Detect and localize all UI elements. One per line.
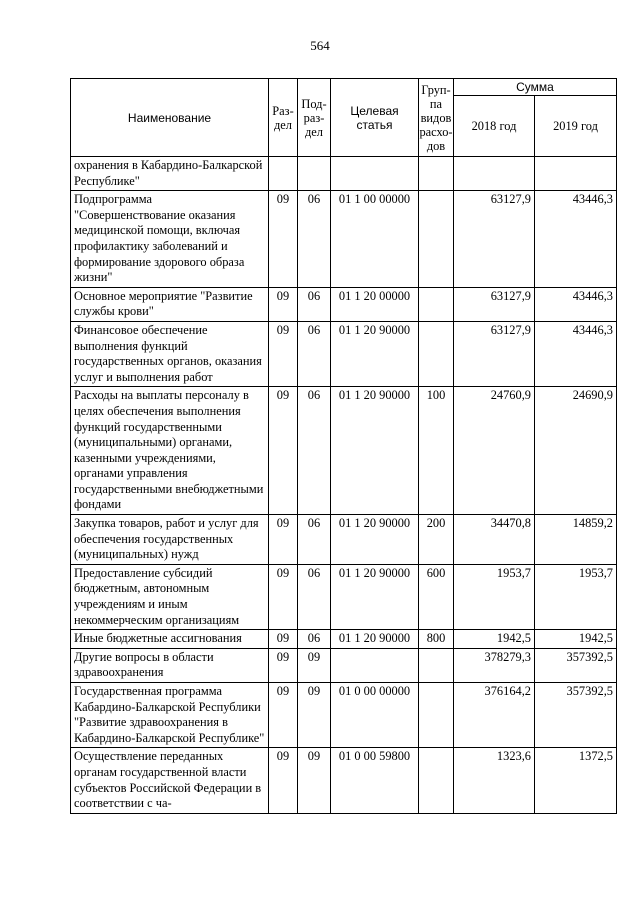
- header-subsection: Под- раз- дел: [298, 79, 331, 157]
- header-year-2018: 2018 год: [454, 96, 535, 157]
- row-amount-2019: [535, 157, 617, 191]
- table-row: [71, 648, 617, 682]
- row-amount-2018: 63127,9: [454, 321, 535, 386]
- row-subsection: 06: [298, 387, 331, 515]
- row-group: 100: [419, 387, 454, 515]
- row-target: 01 1 20 90000: [331, 564, 419, 629]
- row-amount-2019: 24690,9: [535, 387, 617, 515]
- row-amount-2018: 24760,9: [454, 387, 535, 515]
- row-name: Основное мероприятие "Развитие службы крови": [71, 287, 269, 321]
- row-name: охранения в Кабардино-Балкарской Республике": [71, 157, 269, 191]
- table-row: [71, 157, 617, 191]
- row-name: Расходы на выплаты персоналу в целях обеспечения выполнения функций государственными (муниципальными) органами, казенными учреждениями, органами управления государственными внебюджетными фондами: [71, 387, 269, 515]
- row-group: 600: [419, 564, 454, 629]
- row-subsection: 09: [298, 683, 331, 748]
- row-amount-2018: 34470,8: [454, 515, 535, 565]
- row-subsection: 09: [298, 748, 331, 813]
- row-amount-2018: 1323,6: [454, 748, 535, 813]
- row-amount-2018: 1953,7: [454, 564, 535, 629]
- row-name: Подпрограмма "Совершенствование оказания медицинской помощи, включая профилактику заболеваний и формирование здорового образа жизни": [71, 191, 269, 288]
- row-section: 09: [269, 683, 298, 748]
- row-name: Иные бюджетные ассигнования: [71, 630, 269, 649]
- row-name: Финансовое обеспечение выполнения функций государственных органов, оказания услуг и выполнения работ: [71, 321, 269, 386]
- header-target: Целевая статья: [331, 79, 419, 157]
- row-target: 01 0 00 00000: [331, 683, 419, 748]
- header-year-2019: 2019 год: [535, 96, 617, 157]
- row-target: 01 1 20 90000: [331, 321, 419, 386]
- row-section: 09: [269, 191, 298, 288]
- row-amount-2018: 63127,9: [454, 191, 535, 288]
- row-section: 09: [269, 287, 298, 321]
- budget-table: [70, 78, 617, 814]
- row-amount-2019: 1942,5: [535, 630, 617, 649]
- table-row: [71, 321, 617, 386]
- table-row: [71, 387, 617, 515]
- table-row: [71, 191, 617, 288]
- table-row: [71, 748, 617, 813]
- row-target: [331, 648, 419, 682]
- row-group: [419, 748, 454, 813]
- row-subsection: 06: [298, 515, 331, 565]
- row-section: 09: [269, 321, 298, 386]
- row-name: Предоставление субсидий бюджетным, автономным учреждениям и иным некоммерческим организациям: [71, 564, 269, 629]
- row-amount-2019: 43446,3: [535, 287, 617, 321]
- row-amount-2019: 43446,3: [535, 321, 617, 386]
- row-amount-2018: 376164,2: [454, 683, 535, 748]
- row-section: 09: [269, 515, 298, 565]
- row-amount-2018: [454, 157, 535, 191]
- row-group: [419, 321, 454, 386]
- table-body: [71, 157, 617, 814]
- row-target: 01 1 20 00000: [331, 287, 419, 321]
- row-section: [269, 157, 298, 191]
- table-header: [71, 79, 617, 157]
- row-name: Другие вопросы в области здравоохранения: [71, 648, 269, 682]
- row-group: [419, 191, 454, 288]
- row-name: Осуществление переданных органам государственной власти субъектов Российской Федерации в соответствии с ча-: [71, 748, 269, 813]
- row-target: 01 1 20 90000: [331, 387, 419, 515]
- table-row: [71, 515, 617, 565]
- row-target: 01 1 20 90000: [331, 630, 419, 649]
- row-subsection: 06: [298, 287, 331, 321]
- row-group: 200: [419, 515, 454, 565]
- table-row: [71, 630, 617, 649]
- row-amount-2019: 1953,7: [535, 564, 617, 629]
- row-subsection: 06: [298, 321, 331, 386]
- row-group: [419, 648, 454, 682]
- row-section: 09: [269, 564, 298, 629]
- row-subsection: 09: [298, 648, 331, 682]
- row-subsection: [298, 157, 331, 191]
- row-name: Закупка товаров, работ и услуг для обеспечения государственных (муниципальных) нужд: [71, 515, 269, 565]
- row-group: [419, 683, 454, 748]
- row-target: 01 0 00 59800: [331, 748, 419, 813]
- table-row: [71, 564, 617, 629]
- row-amount-2019: 14859,2: [535, 515, 617, 565]
- row-amount-2018: 63127,9: [454, 287, 535, 321]
- row-amount-2018: 378279,3: [454, 648, 535, 682]
- page-number: 564: [310, 38, 330, 53]
- row-target: [331, 157, 419, 191]
- row-name: Государственная программа Кабардино-Балкарской Республики "Развитие здравоохранения в Кабардино-Балкарской Республике": [71, 683, 269, 748]
- header-section: Раз- дел: [269, 79, 298, 157]
- header-group: Груп- па видов расхо- дов: [419, 79, 454, 157]
- row-section: 09: [269, 630, 298, 649]
- row-subsection: 06: [298, 191, 331, 288]
- row-group: 800: [419, 630, 454, 649]
- row-target: 01 1 00 00000: [331, 191, 419, 288]
- row-section: 09: [269, 387, 298, 515]
- row-target: 01 1 20 90000: [331, 515, 419, 565]
- row-amount-2018: 1942,5: [454, 630, 535, 649]
- row-subsection: 06: [298, 630, 331, 649]
- table-row: [71, 287, 617, 321]
- table-row: [71, 683, 617, 748]
- header-name: Наименование: [71, 79, 269, 157]
- header-sum: Сумма: [454, 79, 617, 96]
- row-amount-2019: 357392,5: [535, 648, 617, 682]
- row-amount-2019: 43446,3: [535, 191, 617, 288]
- row-group: [419, 287, 454, 321]
- row-subsection: 06: [298, 564, 331, 629]
- row-amount-2019: 1372,5: [535, 748, 617, 813]
- row-section: 09: [269, 648, 298, 682]
- row-group: [419, 157, 454, 191]
- row-section: 09: [269, 748, 298, 813]
- row-amount-2019: 357392,5: [535, 683, 617, 748]
